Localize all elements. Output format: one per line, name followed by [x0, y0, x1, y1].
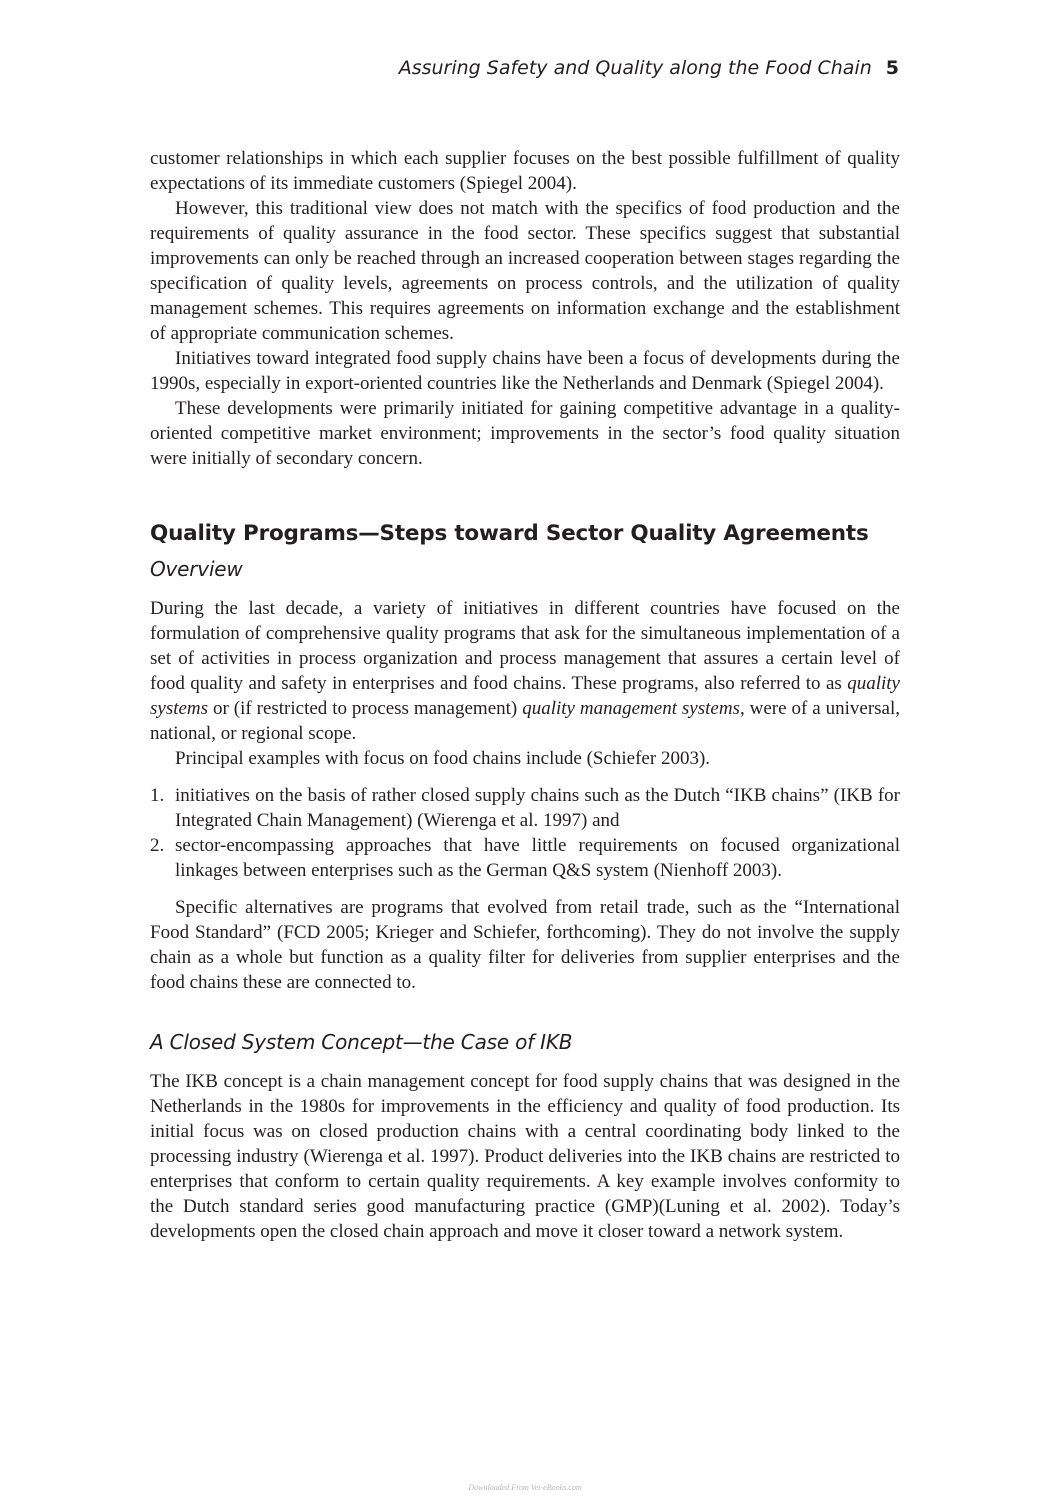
list-item — [150, 833, 900, 883]
list-item-text: sector-encompassing approaches that have little requirements on focused organizational linkages between enterprises such as the German Q&S system (Nienhoff 2003). — [175, 835, 900, 881]
overview-paragraph-2: Principal examples with focus on food chains include (Schiefer 2003). — [175, 748, 711, 769]
body-paragraph-1: customer relationships in which each supplier focuses on the best possible fulfillment of quality expectations of its immediate customers (Spiegel 2004). — [150, 148, 900, 194]
examples-list — [150, 783, 900, 883]
overview-paragraph-1 — [150, 596, 900, 746]
ikb-paragraph: The IKB concept is a chain management concept for food supply chains that was designed in the Netherlands in the 1980s for improvements in the efficiency and quality of food production. Its initial focus was on closed production chains with a central coordinating body linked to the processing industry (Wierenga et al. 1997). Product deliveries into the IKB chains are restricted to enterprises that conform to certain quality requirements. A key example involves conformity to the Dutch standard series good manufacturing practice (GMP)(Luning et al. 2002). Today’s developments open the closed chain approach and move it closer toward a network system. — [150, 1071, 900, 1242]
body-paragraph-4: These developments were primarily initiated for gaining competitive advantage in a quality-oriented competitive market environment; improvements in the sector’s food quality situation were initially of secondary concern. — [150, 398, 900, 469]
term-quality-systems: quality systems — [150, 673, 900, 719]
list-item-text: initiatives on the basis of rather closed supply chains such as the Dutch “IKB chains” (IKB for Integrated Chain Management) (Wierenga et al. 1997) and — [175, 785, 900, 831]
overview-paragraph-3: Specific alternatives are programs that evolved from retail trade, such as the “International Food Standard” (FCD 2005; Krieger and Schiefer, forthcoming). They do not involve the supply chain as a whole but function as a quality filter for deliveries from supplier enterprises and the food chains these are connected to. — [150, 897, 900, 993]
subheading-overview: Overview — [150, 557, 243, 581]
subheading-closed-system: A Closed System Concept—the Case of IKB — [150, 1030, 573, 1054]
list-item-number: 1. — [150, 785, 165, 806]
download-watermark: Downloaded From Vet-eBooks.com — [468, 1483, 582, 1492]
overview-text-a: During the last decade, a variety of initiatives in different countries have focused on the formulation of comprehensive quality programs that ask for the simultaneous implementation of a set of activities in process organization and process management that assures a certain level of food quality and safety in enterprises and food chains. These programs, also referred to as — [150, 598, 900, 694]
term-quality-management-systems: quality management systems — [522, 698, 740, 719]
body-paragraph-2: However, this traditional view does not match with the specifics of food production and the requirements of quality assurance in the food sector. These specifics suggest that substantial improvements can only be reached through an increased cooperation between stages regarding the specification of quality levels, agreements on process controls, and the utilization of quality management schemes. This requires agreements on information exchange and the establishment of appropriate communication schemes. — [150, 198, 900, 344]
list-item — [150, 783, 900, 833]
running-head — [399, 57, 899, 79]
page-content — [150, 146, 900, 1244]
section-heading-quality-programs: Quality Programs—Steps toward Sector Quality Agreements — [150, 521, 869, 546]
body-paragraph-3: Initiatives toward integrated food supply chains have been a focus of developments during the 1990s, especially in export-oriented countries like the Netherlands and Denmark (Spiegel 2004). — [150, 348, 900, 394]
list-item-number: 2. — [150, 835, 165, 856]
overview-text-c: , were of a universal, national, or regional scope. — [150, 698, 901, 744]
overview-text-b: or (if restricted to process management) — [208, 698, 523, 719]
running-title: Assuring Safety and Quality along the Food Chain — [398, 57, 872, 79]
page-number: 5 — [885, 57, 899, 79]
